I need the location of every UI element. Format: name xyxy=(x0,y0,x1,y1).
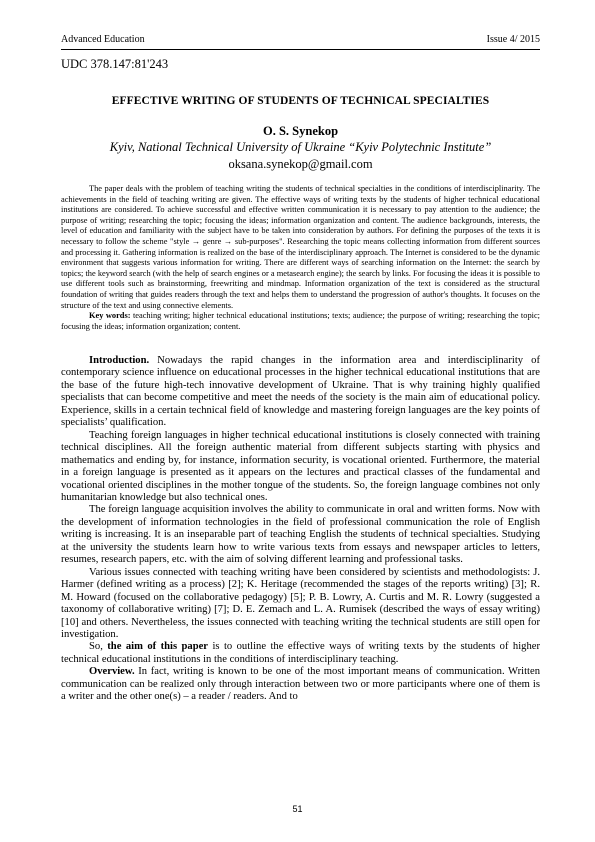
aim-phrase: the aim of this paper xyxy=(107,641,209,653)
author-affiliation: Kyiv, National Technical University of Ukraine “Kyiv Polytechnic Institute” xyxy=(109,140,492,154)
author-name: O. S. Synekop xyxy=(262,124,339,138)
paragraph: Various issues connected with teaching writing have been considered by scientists and methodologists: J. Harmer (defined writing as a process) [2]; K. Heritage (recommended the stages of the reports writing) [3]; R. M. Howard (focused on the collaborative pedagogy) [5]; P. B. Lowry, A. Curtis and M. R. Lowry (suggested a taxonomy of collaborative writing) [7]; D. E. Zemach and L. A. Rumisek (described the ways of essay writing) [10] and others. Nevertheless, the issues connected with teaching writing the technical students are still open for investigation. xyxy=(61,566,540,640)
keywords-list: teaching writing; higher technical educational institutions; texts; audience; the purpose of writing; researching the topic; focusing the ideas; information organization; content. xyxy=(61,311,540,331)
author-email: oksana.synekop@gmail.com xyxy=(228,157,373,171)
issue-number: Issue 4/ 2015 xyxy=(486,34,540,45)
abstract xyxy=(61,184,540,332)
paragraph: The foreign language acquisition involves the ability to communicate in oral and written forms. Now with the development of information technologies in the field of professional communication the role of English writing is increasing. It is an inseparable part of teaching English the students of technical specialties. Studying at the university the students learn how to write various texts from essays and newspaper articles to letters, resumes, research papers, etc. with the aim of solving different learning and professional tasks. xyxy=(61,504,540,566)
keywords-label: Key words: xyxy=(89,311,131,321)
abstract-text: The paper deals with the problem of teaching writing the students of technical specialties in the conditions of interdisciplinarity. The achievements in the field of teaching writing are given. The effective ways of writing texts by the students of higher technical educational institutions are considered. To achieve successful and effective written communication it is necessary to pay attention to the audience; the purpose of writing; researching the topic; focusing the ideas; information organization and content. The audience backgrounds, interests, the level of education and familiarity with the subject have to be taken into consideration by authors. For defining the purposes of the texts it is necessary to follow the scheme "style → genre → sub-purposes". Researching the topic means collecting information from different sources and processing it. Gathering information is realized on the base of the interdisciplinary approach. The Internet is considered to be the dynamic environment that suggests various information for writing. There are different ways of searching information on the Internet: the search by topics; the keyword search (with the help of search engines or a metasearch engine); the search by links. For focusing the ideas it is possible to use different tools such as brainstorming, freewriting and mindmap. Information organization of the text is considered as the structural foundation of writing that guides readers through the text and helps them to understand the progression of author's thoughts. It focuses on the structure of the text and using connective elements. xyxy=(61,184,540,310)
paragraph: Teaching foreign languages in higher technical educational institutions is closely connected with training technical disciplines. All the foreign authentic material from different subjects starting with physics and mathematics and ending by, for instance, information security, is vocational oriented. Furthermore, the material in a foreign language is presented as it appears on the lectures and practical classes of the fundamental and vocational oriented disciplines in the mother tongue of the students. So, the foreign language combines not only humanitarian knowledge but also technical ones. xyxy=(61,429,540,503)
running-header xyxy=(61,34,540,48)
paragraph-text: So, xyxy=(89,641,108,653)
section-heading-overview: Overview. xyxy=(89,666,135,678)
udc-code: UDC 378.147:81'243 xyxy=(61,57,169,71)
keywords xyxy=(61,311,540,332)
paragraph-overview xyxy=(61,666,540,703)
section-heading-introduction: Introduction. xyxy=(89,355,150,366)
paragraph-introduction xyxy=(61,355,540,430)
article-body xyxy=(61,355,540,704)
paragraph-text: Nowadays the rapid changes in the information area and interdisciplinarity of contemporary science influence on educational processes in the higher technical educational institutions that are the base of the future high-tech innovative development of Ukraine. That is why training highly qualified specialists that can become competitive and meet the needs of the society is the main aim of educational policy. Experience, skills in a certain technical field of knowledge and mastering foreign languages are the key points of specialists’ qualification. xyxy=(61,355,540,429)
paragraph-aim xyxy=(61,641,540,666)
header-divider xyxy=(61,49,540,50)
paragraph-text: In fact, writing is known to be one of the most important means of communication. Written communication can be realized only through interaction between two or more participants where one of them is a writer and the other one(s) – a reader / readers. And to xyxy=(61,666,540,703)
journal-name: Advanced Education xyxy=(61,34,145,45)
article-title: EFFECTIVE WRITING OF STUDENTS OF TECHNICAL SPECIALTIES xyxy=(111,95,490,107)
paragraph-text: is to outline the effective ways of writing texts by the students of higher technical educational institutions in the conditions of interdisciplinary teaching. xyxy=(61,641,540,665)
page-number: 51 xyxy=(292,804,303,814)
